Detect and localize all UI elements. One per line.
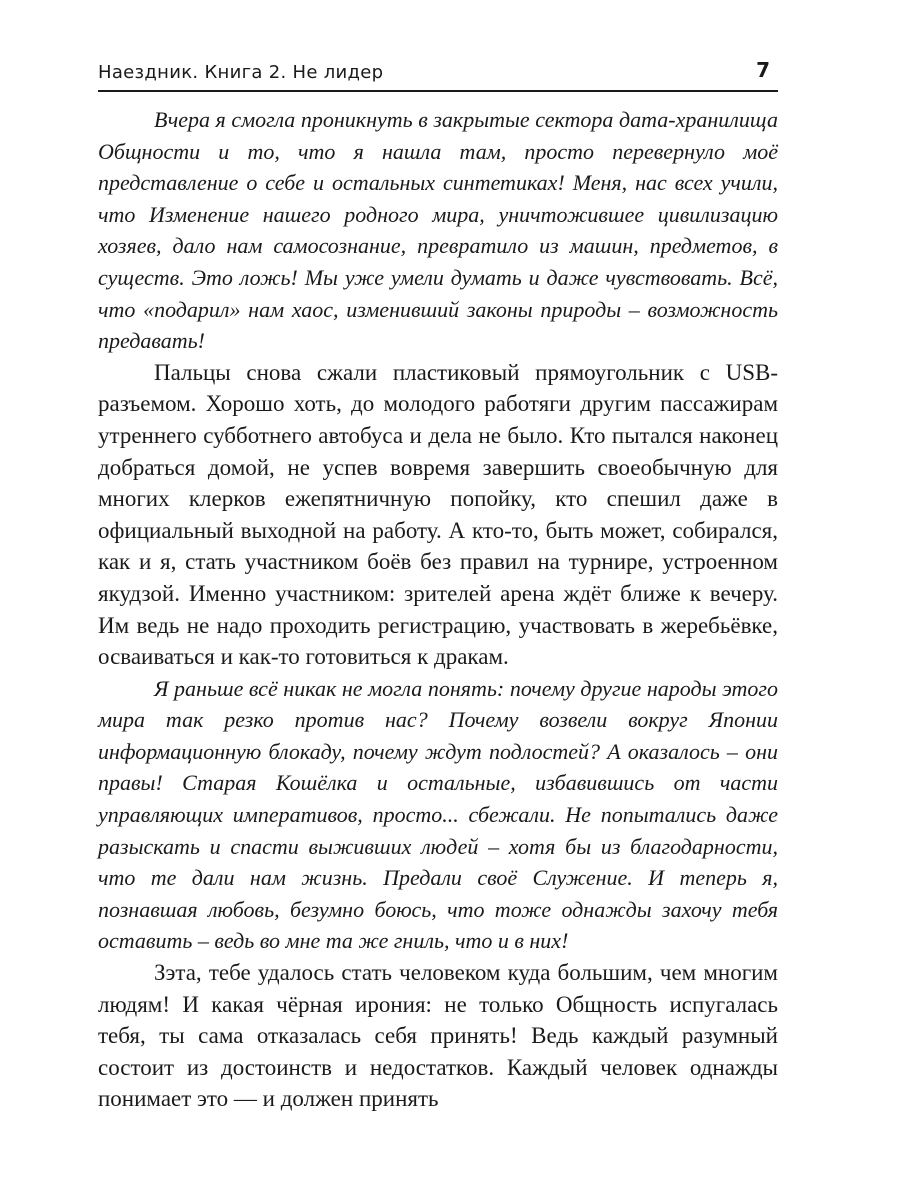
running-header	[98, 56, 778, 92]
running-title: Наездник. Книга 2. Не лидер	[98, 62, 384, 83]
paragraph-italic-1: Вчера я смогла проникнуть в закрытые сектора дата-хранилища Общности и то, что я нашла там, просто перевернуло моё представление о себе и остальных синтетиках! Меня, нас всех учили, что Изменение нашего родного мира, уничтожившее цивилизацию хозяев, дало нам самосознание, превратило из машин, предметов, в существ. Это ложь! Мы уже умели думать и даже чувствовать. Всё, что «подарил» нам хаос, изменивший законы природы – возможность предавать!	[98, 107, 778, 354]
book-page	[98, 56, 778, 1115]
paragraph-1: Пальцы снова сжали пластиковый прямоугольник с USB-разъемом. Хорошо хоть, до молодого работяги другим пассажирам утреннего субботнего автобуса и дела не было. Кто пытался наконец добраться домой, не успев вовремя завершить своеобычную для многих клерков ежепятничную попойку, кто спешил даже в официальный выходной на работу. А кто-то, быть может, собирался, как и я, стать участником боёв без правил на турнире, устроенном якудзой. Именно участником: зрителей арена ждёт ближе к вечеру. Им ведь не надо проходить регистрацию, участвовать в жеребьёвке, осваиваться и как-то готовиться к дракам.	[98, 359, 778, 670]
paragraph-2: Зэта, тебе удалось стать человеком куда большим, чем многим людям! И какая чёрная ирония: не только Общность испугалась тебя, ты сама отказалась себя принять! Ведь каждый разумный состоит из достоинств и недостатков. Каждый человек однажды понимает это — и должен принять	[98, 960, 778, 1112]
page-number: 7	[756, 58, 770, 82]
page-body	[98, 104, 778, 1115]
paragraph-italic-2: Я раньше всё никак не могла понять: почему другие народы этого мира так резко против нас? Почему возвели вокруг Японии информационную блокаду, почему ждут подлостей? А оказалось – они правы! Старая Кошёлка и остальные, избавившись от части управляющих императивов, просто... сбежали. Не попытались даже разыскать и спасти выживших людей – хотя бы из благодарности, что те дали нам жизнь. Предали своё Служение. И теперь я, познавшая любовь, безумно боюсь, что тоже однажды захочу тебя оставить – ведь во мне та же гниль, что и в них!	[98, 675, 778, 954]
